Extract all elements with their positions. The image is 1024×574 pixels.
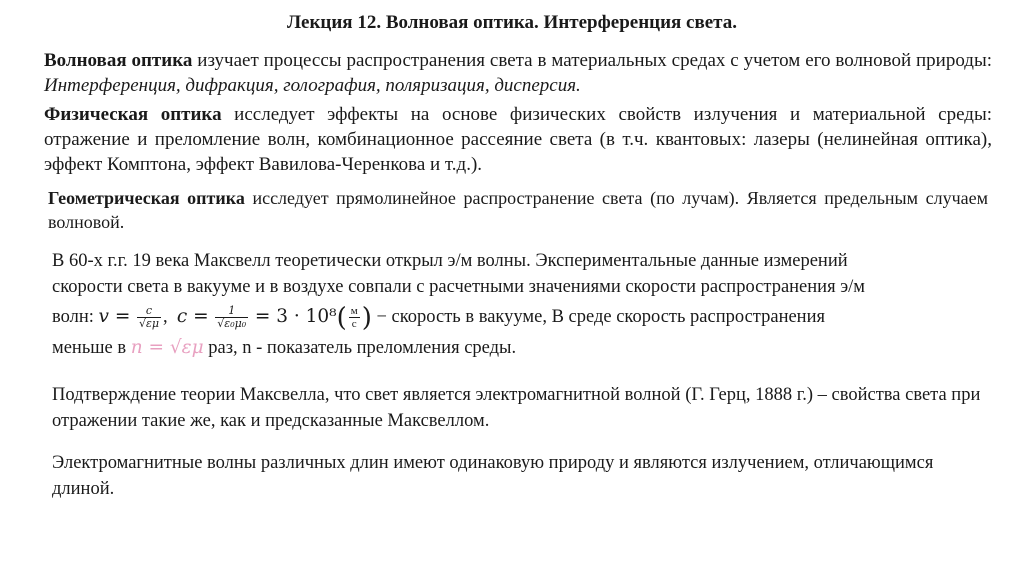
geometric-optics-text: исследует прямолинейное распространение света (по лучам). Является предельным случаем волновой. bbox=[48, 188, 988, 232]
less-in-text: меньше в bbox=[52, 337, 127, 358]
unit-open-paren: ( bbox=[336, 302, 347, 333]
wave-optics-text: изучает процессы распространения света в материальных средах с учетом его волновой природы: bbox=[192, 50, 993, 71]
unit-close-paren: ) bbox=[361, 302, 372, 333]
unit-denominator: с bbox=[351, 318, 357, 331]
waves-label: волн: bbox=[52, 307, 94, 327]
wave-optics-phenomena: Интерференция, дифракция, голография, поляризация, дисперсия. bbox=[44, 75, 581, 96]
paragraph-em-waves: Электромагнитные волны различных длин имеют одинаковую природу и являются излучением, отличающимся длиной. bbox=[52, 453, 934, 499]
paragraph-wave-optics bbox=[44, 48, 992, 98]
v-denominator: √εμ bbox=[138, 317, 160, 331]
term-wave-optics: Волновая оптика bbox=[44, 50, 193, 71]
paragraph-geometric-optics bbox=[48, 186, 988, 234]
term-geometric-optics: Геометрическая оптика bbox=[48, 188, 245, 208]
c-symbol: c = bbox=[176, 306, 209, 327]
refraction-index-text: раз, n - показатель преломления среды. bbox=[203, 337, 517, 358]
physical-optics-text: исследует эффекты на основе физических свойств излучения и материальной среды: отражение и преломление волн, комбинационное рассеяние света (в т.ч. квантовых: лазеры (нелинейная оптика), эффект Комптона, эффект Вавилова-Черенкова и т.д.). bbox=[44, 104, 992, 175]
c-fraction bbox=[215, 305, 248, 330]
v-fraction bbox=[137, 305, 161, 330]
v-symbol: v = bbox=[98, 306, 131, 327]
unit-numerator: м bbox=[350, 305, 358, 318]
c-denominator: √ε₀μ₀ bbox=[217, 317, 247, 331]
unit-fraction bbox=[349, 305, 360, 330]
formula-comma: , bbox=[163, 307, 168, 327]
maxwell-formula-line bbox=[52, 300, 996, 335]
term-physical-optics: Физическая оптика bbox=[44, 104, 222, 125]
vacuum-speed-text: − скорость в вакууме, В среде скорость распространения bbox=[376, 307, 825, 327]
maxwell-line-1: В 60-х г.г. 19 века Максвелл теоретически открыл э/м волны. Экспериментальные данные измерений bbox=[52, 251, 848, 271]
c-value: = 3 · 10⁸ bbox=[254, 306, 337, 327]
paragraph-physical-optics bbox=[44, 102, 992, 177]
paragraph-hertz: Подтверждение теории Максвелла, что свет является электромагнитной волной (Г. Герц, 1888 г.) – свойства света при отражении такие же, как и предсказанные Максвеллом. bbox=[52, 385, 981, 431]
v-numerator: c bbox=[137, 305, 161, 318]
c-numerator: 1 bbox=[215, 305, 248, 318]
paragraph-maxwell bbox=[52, 248, 996, 361]
maxwell-line-2: скорости света в вакууме и в воздухе совпали с расчетными значениями скорости распространения э/м bbox=[52, 277, 865, 297]
slide-title: Лекция 12. Волновая оптика. Интерференция света. bbox=[286, 12, 738, 33]
n-formula: n = √εμ bbox=[130, 336, 204, 358]
maxwell-line-4 bbox=[52, 335, 996, 361]
